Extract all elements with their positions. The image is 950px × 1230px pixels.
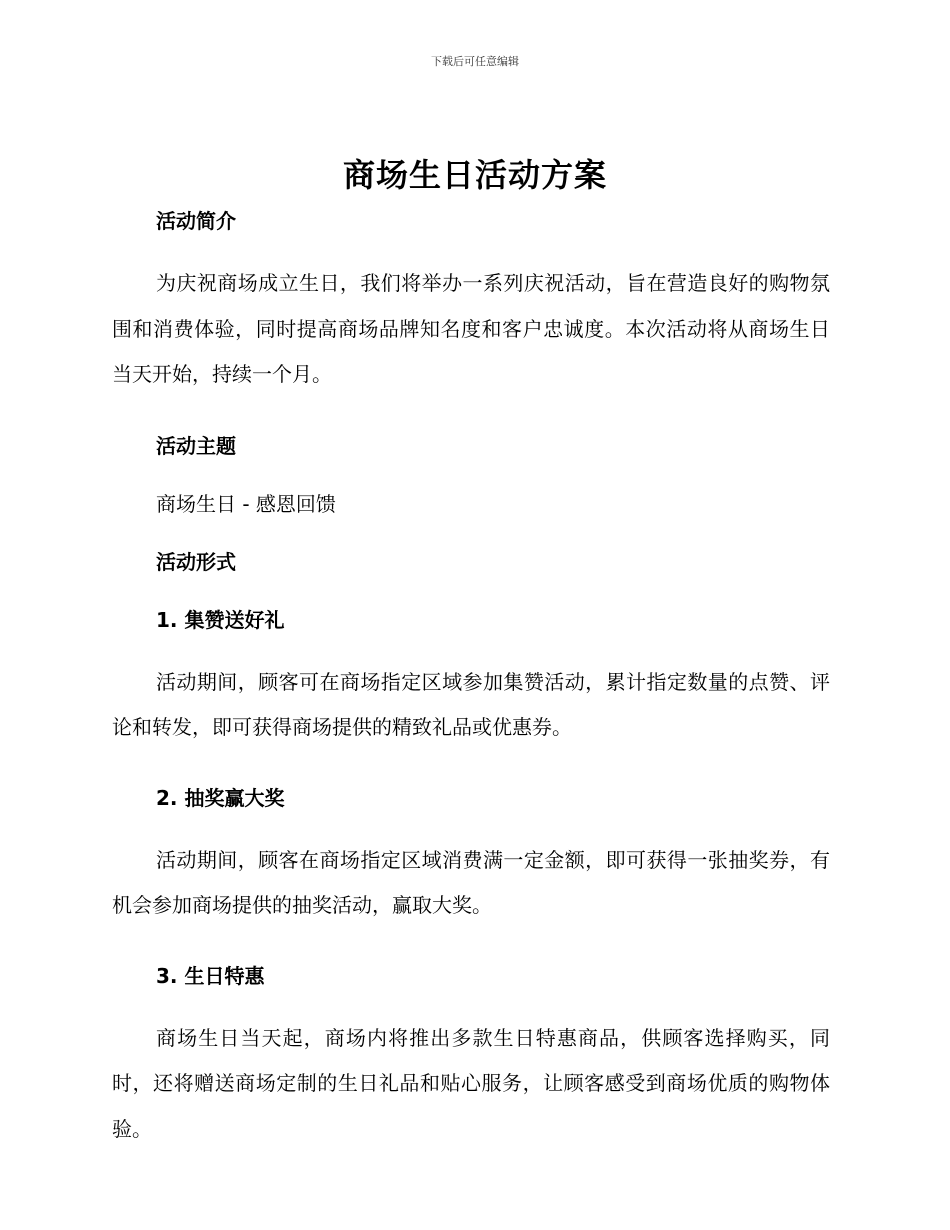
intro-heading: 活动简介 [156, 209, 236, 233]
item3-heading: 3. 生日特惠 [156, 963, 265, 988]
item2-heading: 2. 抽奖赢大奖 [156, 785, 285, 810]
format-heading: 活动形式 [156, 549, 236, 574]
theme-text: 商场生日 - 感恩回馈 [156, 491, 336, 516]
theme-heading: 活动主题 [156, 433, 236, 458]
document-body [112, 203, 830, 1152]
item1-paragraph: 活动期间，顾客可在商场指定区域参加集赞活动，累计指定数量的点赞、评论和转发，即可获得商场提供的精致礼品或优惠券。 [112, 669, 830, 739]
page-header-note: 下载后可任意编辑 [431, 55, 519, 68]
item1-heading: 1. 集赞送好礼 [156, 607, 285, 632]
intro-paragraph: 为庆祝商场成立生日，我们将举办一系列庆祝活动，旨在营造良好的购物氛围和消费体验，同时提高商场品牌知名度和客户忠诚度。本次活动将从商场生日当天开始，持续一个月。 [112, 271, 830, 386]
item3-paragraph: 商场生日当天起，商场内将推出多款生日特惠商品，供顾客选择购买，同时，还将赠送商场定制的生日礼品和贴心服务，让顾客感受到商场优质的购物体验。 [112, 1025, 830, 1141]
item2-paragraph: 活动期间，顾客在商场指定区域消费满一定金额，即可获得一张抽奖券，有机会参加商场提供的抽奖活动，赢取大奖。 [112, 847, 830, 917]
document-title: 商场生日活动方案 [342, 156, 607, 194]
